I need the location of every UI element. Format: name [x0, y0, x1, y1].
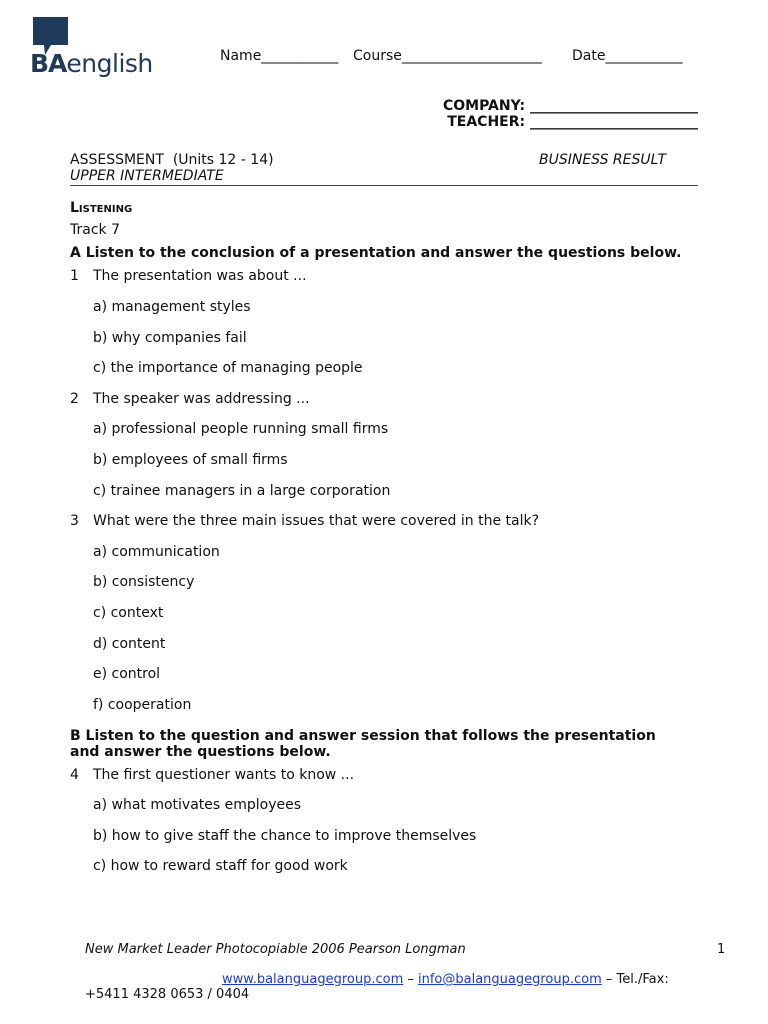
answer-option: b) how to give staff the chance to improve themselves	[93, 828, 477, 844]
answer-option: b) consistency	[93, 574, 195, 590]
answer-option: c) how to reward staff for good work	[93, 858, 348, 874]
page-number: 1	[717, 942, 726, 957]
answer-option: c) context	[93, 605, 164, 621]
company-field: COMPANY: ________________________	[442, 98, 698, 114]
email-link[interactable]: info@balanguagegroup.com	[418, 972, 602, 987]
logo	[30, 49, 153, 78]
answer-option: f) cooperation	[93, 697, 192, 713]
header-divider	[70, 185, 698, 186]
website-link[interactable]: www.balanguagegroup.com	[222, 972, 404, 987]
teacher-field: TEACHER: ________________________	[447, 114, 698, 130]
date-field: Date___________	[572, 48, 683, 64]
question-number: 4	[70, 767, 79, 783]
answer-option: e) control	[93, 666, 161, 682]
logo-english: english	[66, 49, 153, 78]
part-a-instruction: A Listen to the conclusion of a presentation and answer the questions below.	[70, 245, 682, 261]
question-number: 2	[70, 391, 79, 407]
part-b-instruction-line1: B Listen to the question and answer session that follows the presentation	[70, 728, 656, 744]
answer-option: a) professional people running small firms	[93, 421, 389, 437]
part-b-instruction-line2: and answer the questions below.	[70, 744, 331, 760]
footer-credit: New Market Leader Photocopiable 2006 Pearson Longman	[85, 942, 466, 957]
track-label: Track 7	[70, 222, 120, 238]
phone-number: +5411 4328 0653 / 0404	[85, 987, 250, 1002]
course-field: Course____________________	[353, 48, 542, 64]
section-heading: Listening	[70, 200, 133, 216]
footer-contact	[85, 972, 685, 1002]
answer-option: a) what motivates employees	[93, 797, 302, 813]
level-label: UPPER INTERMEDIATE	[70, 168, 224, 184]
answer-option: b) why companies fail	[93, 330, 247, 346]
answer-option: c) trainee managers in a large corporation	[93, 483, 391, 499]
question-text: The speaker was addressing ...	[93, 391, 310, 407]
question-text: The presentation was about ...	[93, 268, 307, 284]
question-text: What were the three main issues that were covered in the talk?	[93, 513, 540, 529]
question-number: 3	[70, 513, 79, 529]
tel-label: – Tel./Fax:	[601, 972, 669, 987]
assessment-title: ASSESSMENT (Units 12 - 14)	[70, 152, 274, 168]
name-field: Name___________	[220, 48, 339, 64]
logo-ba: BA	[30, 49, 67, 78]
question-number: 1	[70, 268, 79, 284]
answer-option: d) content	[93, 636, 166, 652]
answer-option: b) employees of small firms	[93, 452, 288, 468]
series-label: BUSINESS RESULT	[539, 152, 667, 168]
answer-option: a) management styles	[93, 299, 251, 315]
question-text: The first questioner wants to know ...	[93, 767, 355, 783]
separator: –	[403, 972, 418, 987]
answer-option: c) the importance of managing people	[93, 360, 363, 376]
answer-option: a) communication	[93, 544, 220, 560]
